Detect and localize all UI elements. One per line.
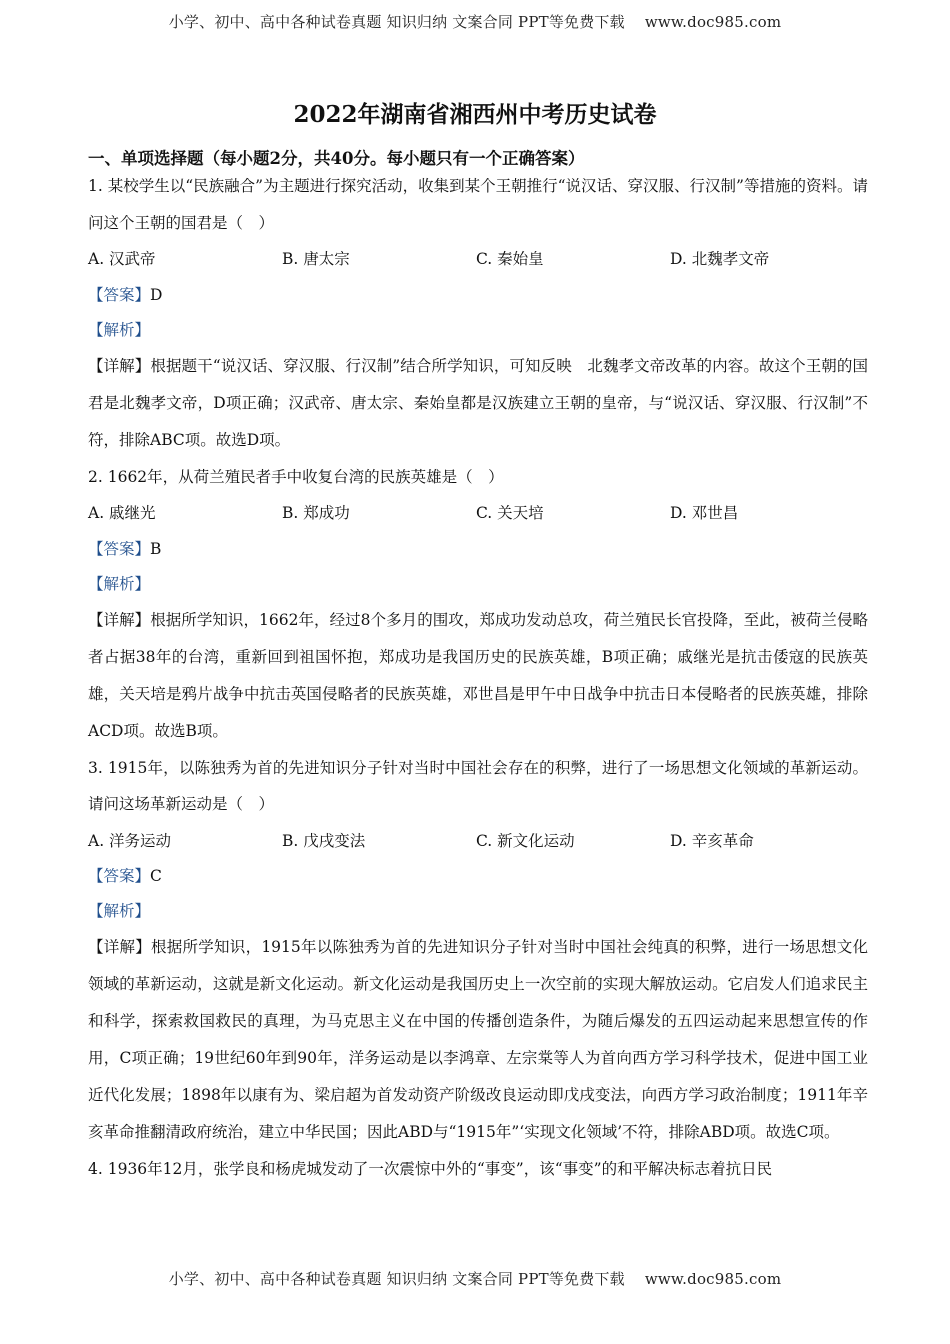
- detail-paragraph: [88, 348, 868, 459]
- answer-value: B: [150, 539, 162, 558]
- question-3: [88, 750, 868, 1152]
- option-c: C. 秦始皇: [476, 250, 544, 268]
- option-c: C. 关天培: [476, 504, 544, 522]
- answer-value: D: [150, 285, 163, 304]
- analysis-label: 【解析】: [88, 320, 151, 339]
- options-row: [88, 495, 868, 532]
- question-stem: 2. 1662年，从荷兰殖民者手中收复台湾的民族英雄是（ ）: [88, 467, 504, 486]
- page-footer: [0, 1268, 950, 1289]
- question-2: [88, 459, 868, 750]
- option-d: D. 辛亥革命: [670, 831, 754, 850]
- question-stem: 4. 1936年12月，张学良和杨虎城发动了一次震惊中外的“事变”，该“事变”的和平解决标志着抗日民: [88, 1160, 773, 1178]
- detail-paragraph: [88, 602, 868, 750]
- option-c: C. 新文化运动: [476, 831, 575, 850]
- analysis-label: 【解析】: [88, 902, 151, 920]
- analysis-label: 【解析】: [88, 574, 151, 593]
- footer-text: 小学、初中、高中各种试卷真题 知识归纳 文案合同 PPT等免费下载: [168, 1270, 625, 1288]
- options-row: [88, 241, 868, 278]
- detail-text: 根据所学知识，1662年，经过8个多月的围攻，郑成功发动总攻，荷兰殖民长官投降，至此，被荷兰侵略者占据38年的台湾，重新回到祖国怀抱，郑成功是我国历史的民族英雄，B项正确；戚继光是抗击倭寇的民族英雄，关天培是鸦片战争中抗击英国侵略者的民族英雄，邓世昌是甲午中日战争中抗击日本侵略者的民族英雄，排除ACD项。故选B项。: [88, 610, 868, 740]
- option-b: B. 唐太宗: [282, 250, 350, 268]
- answer-value: C: [150, 867, 162, 885]
- answer-label: 【答案】: [88, 867, 151, 885]
- analysis-line: [88, 567, 868, 602]
- options-row: [88, 823, 868, 860]
- question-1: [88, 168, 868, 459]
- detail-label: 【详解】: [88, 610, 151, 629]
- answer-line: [88, 278, 868, 313]
- option-b: B. 戊戌变法: [282, 831, 366, 850]
- detail-label: 【详解】: [88, 938, 152, 956]
- question-stem: 1. 某校学生以“民族融合”为主题进行探究活动，收集到某个王朝推行“说汉话、穿汉服、行汉制”等措施的资料。请问这个王朝的国君是（ ）: [88, 177, 868, 232]
- option-d: D. 邓世昌: [670, 504, 739, 522]
- question-list: [88, 168, 868, 1188]
- answer-label: 【答案】: [88, 285, 151, 304]
- section-heading: 一、单项选择题（每小题2分，共40分。每小题只有一个正确答案）: [88, 149, 585, 168]
- page-title: 2022年湖南省湘西州中考历史试卷: [293, 101, 657, 128]
- header-site-link[interactable]: www.doc985.com: [644, 13, 782, 31]
- option-a: A. 汉武帝: [88, 250, 156, 268]
- analysis-line: [88, 894, 868, 929]
- detail-paragraph: [88, 929, 868, 1151]
- detail-text: 根据题干“说汉话、穿汉服、行汉制”结合所学知识，可知反映 北魏孝文帝改革的内容。故这个王朝的国君是北魏孝文帝，D项正确；汉武帝、唐太宗、秦始皇都是汉族建立王朝的皇帝，与“说汉话、穿汉服、行汉制”不符，排除ABC项。故选D项。: [88, 356, 868, 449]
- answer-line: [88, 859, 868, 894]
- footer-site-link[interactable]: www.doc985.com: [644, 1270, 782, 1288]
- page-header: [0, 11, 950, 32]
- option-b: B. 郑成功: [282, 504, 350, 522]
- analysis-line: [88, 313, 868, 348]
- question-stem: 3. 1915年，以陈独秀为首的先进知识分子针对当时中国社会存在的积弊，进行了一场思想文化领域的革新运动。请问这场革新运动是（ ）: [88, 758, 868, 813]
- question-4: [88, 1151, 868, 1188]
- option-a: A. 戚继光: [88, 504, 156, 522]
- detail-text: 根据所学知识，1915年以陈独秀为首的先进知识分子针对当时中国社会纯真的积弊，进行一场思想文化领域的革新运动，这就是新文化运动。新文化运动是我国历史上一次空前的实现大解放运动。它启发人们追求民主和科学，探索救国救民的真理，为马克思主义在中国的传播创造条件，为随后爆发的五四运动起来思想宣传的作用，C项正确；19世纪60年到90年，洋务运动是以李鸿章、左宗棠等人为首向西方学习科学技术，促进中国工业近代化发展；1898年以康有为、梁启超为首发动资产阶级改良运动即戊戌变法，向西方学习政治制度；1911年辛亥革命推翻清政府统治，建立中华民国；因此ABD与“1915年”‘实现文化领域’不符，排除ABD项。故选C项。: [88, 938, 868, 1141]
- answer-label: 【答案】: [88, 539, 151, 558]
- header-text: 小学、初中、高中各种试卷真题 知识归纳 文案合同 PPT等免费下载: [168, 13, 625, 31]
- detail-label: 【详解】: [88, 356, 151, 375]
- option-d: D. 北魏孝文帝: [670, 250, 770, 268]
- answer-line: [88, 532, 868, 567]
- option-a: A. 洋务运动: [88, 831, 172, 850]
